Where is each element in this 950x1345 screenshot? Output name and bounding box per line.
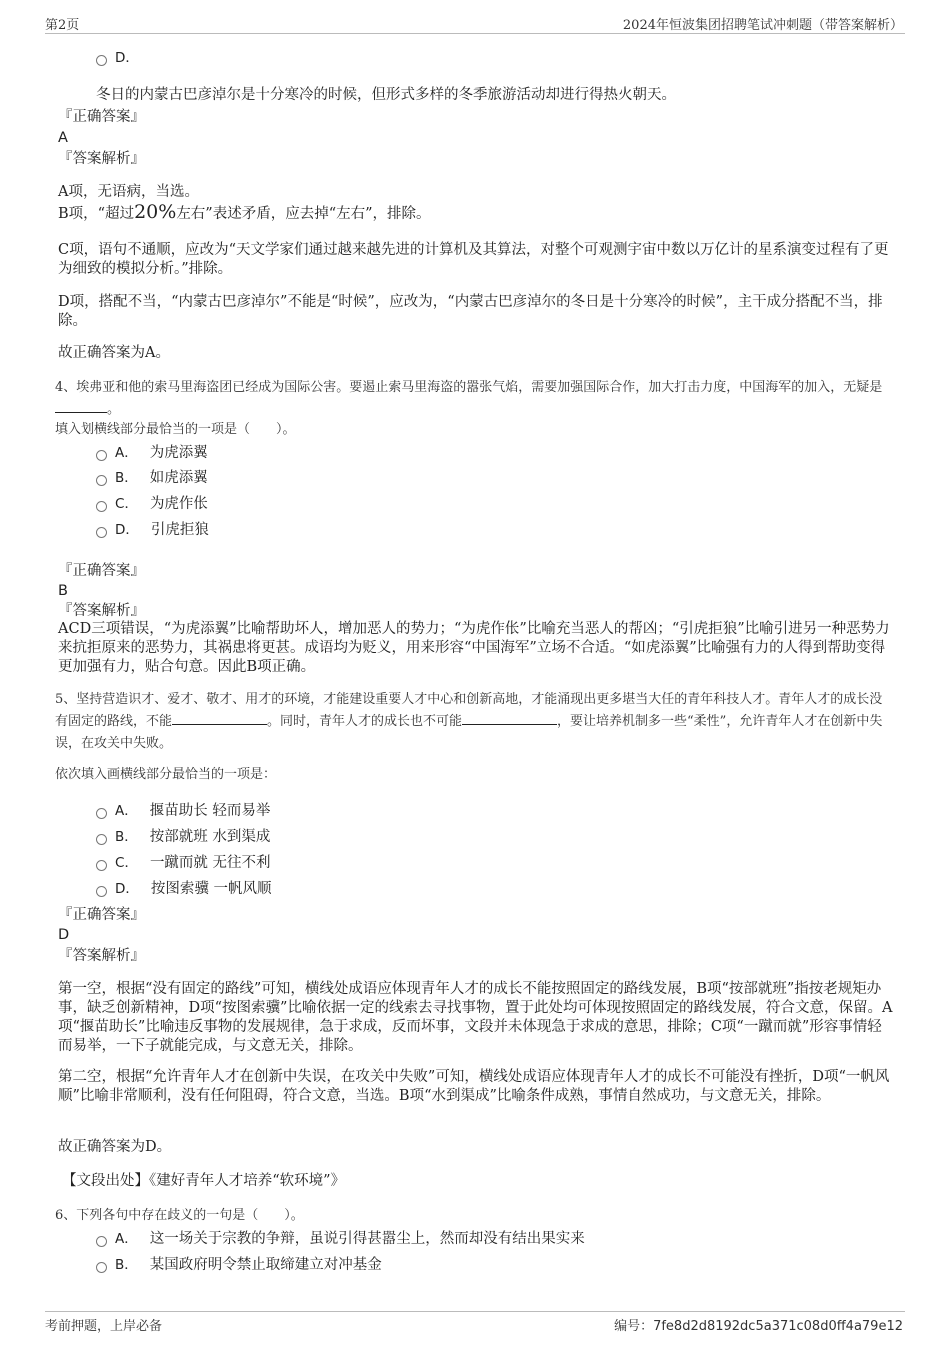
radio-icon[interactable] [96,1236,107,1247]
radio-icon[interactable] [96,527,107,538]
q4-analysis-label: 『答案解析』 [58,603,145,619]
document-title: 2024年恒波集团招聘笔试冲刺题（带答案解析） [622,18,903,33]
q5-option-a[interactable]: A． 揠苗助长 轻而易举 [96,801,270,821]
q4-stem: 4、埃弗亚和他的索马里海盗团已经成为国际公害。要遏止索马里海盗的嚣张气焰，需要加强国际合作，加大打击力度，中国海军的加入，无疑是。 [55,380,883,417]
q4-option-a[interactable]: A． 为虎添翼 [96,443,208,463]
q4-blank [55,400,107,413]
q3-answer: A [58,130,68,146]
q5-instruction: 依次填入画横线部分最恰当的一项是： [55,767,277,782]
q3-answer-label: 『正确答案』 [58,109,145,125]
q5-stem: 5、坚持营造识才、爱才、敬才、用才的环境，才能建设重要人才中心和创新高地，才能涌现出更多堪当大任的青年科技人才。青年人才的成长没有固定的路线，不能 。同时，青年人才的成长也不可能 ，要让培养机制多一些“柔性”，允许青年人才在创新中失误，在攻关中失败。 [55,692,883,751]
radio-icon[interactable] [96,1262,107,1273]
q3-analysis-label: 『答案解析』 [58,151,145,167]
header-divider [45,33,905,34]
page-number: 第2页 [45,18,80,33]
q5-blank-2 [462,712,557,725]
radio-icon[interactable] [96,501,107,512]
radio-icon[interactable] [96,450,107,461]
radio-icon[interactable] [96,834,107,845]
q6-option-a[interactable]: A． 这一场关于宗教的争辩，虽说引得甚嚣尘上，然而却没有结出果实来 [96,1229,585,1249]
q3-analysis-d: D项，搭配不当，“内蒙古巴彦淖尔”不能是“时候”，应改为，“内蒙古巴彦淖尔的冬日是十分寒冷的时候”，主干成分搭配不当，排除。 [58,294,883,329]
q5-analysis-p1: 第一空，根据“没有固定的路线”可知，横线处成语应体现青年人才的成长不能按照固定的路线发展，B项“按部就班”指按老规矩办事，缺乏创新精神，D项“按图索骥”比喻依据一定的线索去寻找事物，置于此处均可体现按照固定的路线发展，符合文意，保留。A项“揠苗助长”比喻违反事物的发展规律，急于求成，反而坏事，文段并未体现急于求成的意思，排除；C项“一蹴而就”形容事情轻而易举，一下子就能完成，与文意无关，排除。 [58,981,893,1054]
q4-answer: B [58,583,68,599]
q4-option-b[interactable]: B． 如虎添翼 [96,468,208,488]
q5-answer: D [58,927,70,943]
q5-analysis-p2: 第二空，根据“允许青年人才在创新中失误，在攻关中失败”可知，横线处成语应体现青年人才的成长不可能没有挫折，D项“一帆风顺”比喻非常顺利，没有任何阻碍，符合文意，当选。B项“水到渠成”比喻条件成熟，事情自然成功，与文意无关，排除。 [58,1069,890,1104]
q3-analysis-a: A项，无语病，当选。 [58,184,199,200]
q5-analysis-label: 『答案解析』 [58,948,145,964]
q4-analysis: ACD三项错误，“为虎添翼”比喻帮助坏人，增加恶人的势力；“为虎作伥”比喻充当恶人的帮凶；“引虎拒狼”比喻引进另一种恶势力来抗拒原来的恶势力，其祸患将更甚。成语均为贬义，用来形容“中国海军”立场不合适。“如虎添翼”比喻强有力的人得到帮助变得更加强有力，贴合句意。因此B项正确。 [58,621,890,675]
q5-conclusion: 故正确答案为D。 [58,1139,172,1155]
radio-icon[interactable] [96,886,107,897]
q5-answer-label: 『正确答案』 [58,907,145,923]
q5-option-c[interactable]: C． 一蹴而就 无往不利 [96,853,271,873]
q4-option-c[interactable]: C． 为虎作伥 [96,494,208,514]
q3-sentence: 冬日的内蒙古巴彦淖尔是十分寒冷的时候，但形式多样的冬季旅游活动却进行得热火朝天。 [96,87,676,103]
q3-analysis-b: B项，“超过20%左右”表述矛盾，应去掉“左右”，排除。 [58,201,431,223]
q3-option-d[interactable]: D． [96,48,139,68]
q4-instruction: 填入划横线部分最恰当的一项是（ ）。 [55,422,296,437]
q5-option-b[interactable]: B． 按部就班 水到渠成 [96,827,270,847]
q6-option-b[interactable]: B． 某国政府明令禁止取缔建立对冲基金 [96,1255,382,1275]
radio-icon[interactable] [96,55,107,66]
footer-code: 编号：7fe8d2d8192dc5a371c08d0ff4a79e12 [614,1319,903,1334]
q4-option-d[interactable]: D． 引虎拒狼 [96,520,209,540]
q3-conclusion: 故正确答案为A。 [58,345,170,361]
q4-answer-label: 『正确答案』 [58,563,145,579]
footer-divider [45,1311,905,1312]
q5-option-d[interactable]: D． 按图索骥 一帆风顺 [96,879,272,899]
q6-stem: 6、下列各句中存在歧义的一句是（ ）。 [55,1208,304,1223]
radio-icon[interactable] [96,860,107,871]
radio-icon[interactable] [96,475,107,486]
q5-blank-1 [172,712,267,725]
radio-icon[interactable] [96,808,107,819]
q5-source: 【文段出处】《建好青年人才培养“软环境”》 [62,1173,346,1189]
q3-analysis-c: C项，语句不通顺，应改为“天文学家们通过越来越先进的计算机及其算法，对整个可观测宇宙中数以万亿计的星系演变过程有了更为细致的模拟分析。”排除。 [58,242,889,277]
footer-slogan: 考前押题，上岸必备 [45,1319,163,1334]
